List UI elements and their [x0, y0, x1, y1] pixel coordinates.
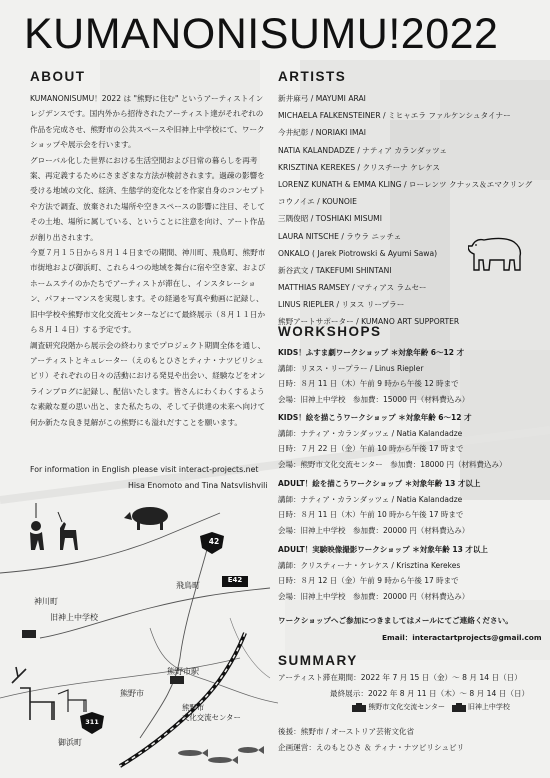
english-info-note: For information in English please visit interact-projects.net [30, 465, 259, 474]
artists-list [278, 90, 540, 331]
workshop-item [278, 476, 540, 538]
route-311-label: 311 [85, 718, 99, 726]
artist-item: 新谷武文 / TAKEFUMI SHINTANI [278, 265, 392, 275]
workshop-line: 日時：８月 12 日（金）午前 9 時から午後 17 時まで [278, 576, 459, 585]
building-icon [452, 703, 466, 712]
workshop-line: 講師：ナティア・カランダッツェ / Natia Kalandadze [278, 494, 463, 504]
curator-names: Hisa Enomoto and Tina Natsvlishvili [128, 481, 268, 490]
summary-support: 後援：熊野市 / オーストリア芸術文化省 [278, 727, 415, 736]
summary-exhibition-period: 最終展示：2022 年 8 月 11 日（木）～ 8 月 14 日（日） [330, 689, 530, 698]
about-body [30, 91, 268, 430]
artist-item: 熊野アートサポーター / KUMANO ART SUPPORTER [278, 317, 460, 327]
workshop-line: 講師：リヌス・リープラー / Linus Riepler [278, 363, 424, 373]
route-e42-label: E42 [227, 576, 243, 584]
area-map [0, 498, 278, 778]
map-label-mihama: 御浜町 [58, 738, 82, 747]
map-label-school: 旧神上中学校 [50, 613, 98, 622]
workshop-line: 日時：８月 11 日（木）午前 10 時から午後 17 時まで [278, 510, 464, 519]
workshop-title: KIDS！絵を描こうワークショップ ＊対象年齢 6～12 才 [278, 413, 472, 422]
summary-venues [352, 702, 510, 712]
about-paragraph: KUMANONISUMU！2022 は "熊野に住む" というアーティストインレジデンスです。国内外から招待されたアーティスト達がそれぞれの作品を完成させ、熊野市の公共スペースや旧神上中学校にて、ワークショップや展示会を行います。 [30, 94, 265, 150]
about-paragraph: 調査研究段階から展示会の終わりまでプロジェクト期間全体を通し、アーティストとキュレーター（えのもとひさとティナ・ナツビリシュビリ）それぞれの日々の活動における発見や出会い、経験などをオンラインブログに記録し、配信いたします。皆さんにわくわくするような素敵な夏の思い出と、また私たちの、そして子供達の未来へ向けて何か新たな良き見解がこの熊野にも溢れだすことを願います。 [30, 340, 266, 427]
artist-item: 今井紀彰 / NORIAKI IMAI [278, 128, 366, 138]
artist-item: NATIA KALANDADZE / ナティア カランダッツェ [278, 145, 447, 155]
map-label-center: 熊野市 文化交流センター [182, 703, 241, 722]
artist-item: LAURA NITSCHE / ラウラ ニッチェ [278, 231, 402, 241]
building-icon [352, 703, 366, 712]
map-label-kamikawa: 神川町 [34, 597, 58, 606]
artist-item: コウノイエ / KOUNOIE [278, 197, 357, 207]
workshop-title: KIDS！ふすま劇ワークショップ ＊対象年齢 6～12 才 [278, 348, 465, 357]
artist-item: LORENZ KUNATH & EMMA KLING / ローレンツ クナッス＆エマクリング [278, 179, 533, 189]
workshop-line: 日時：８月 11 日（木）午前 9 時から午後 12 時まで [278, 379, 459, 388]
workshop-title: ADULT！実験映像撮影ワークショップ ＊対象年齢 13 才以上 [278, 545, 488, 554]
artist-item: KRISZTINA KEREKES / クリスチーナ ケレケス [278, 162, 440, 172]
about-heading: ABOUT [30, 69, 86, 84]
artist-item: 三隅俊昭 / TOSHIAKI MISUMI [278, 214, 382, 224]
workshop-item [278, 345, 540, 407]
artist-item: ONKALO ( Jarek Piotrowski & Ayumi Sawa) [278, 248, 438, 258]
page-title: KUMANONISUMU!2022 [24, 10, 499, 58]
workshop-title: ADULT！絵を描こうワークショップ ＊対象年齢 13 才以上 [278, 479, 481, 488]
contact-email[interactable]: Email：interactartprojects@gmail.com [382, 633, 542, 642]
summary-stay-period: アーティスト滞在期間：2022 年 7 月 15 日（金）～ 8 月 14 日（日） [278, 673, 522, 682]
workshop-line: 会場：旧神上中学校 参加費：20000 円（材料費込み） [278, 591, 470, 601]
workshop-contact-note: ワークショップへご参加につきましてはメールにてご連絡ください。 [278, 616, 513, 625]
workshop-line: 会場：熊野市文化交流センター 参加費：18000 円（材料費込み） [278, 459, 507, 469]
workshop-item [278, 410, 540, 472]
summary-venue-2: 旧神上中学校 [467, 703, 510, 711]
workshop-item [278, 542, 540, 604]
workshops-heading: WORKSHOPS [278, 324, 382, 339]
workshop-line: 会場：旧神上中学校 参加費：20000 円（材料費込み） [278, 525, 470, 535]
route-42-label: 42 [208, 537, 220, 546]
workshop-line: 日時：７月 22 日（金）午前 10 時から午後 17 時まで [278, 444, 464, 453]
summary-heading: SUMMARY [278, 653, 358, 668]
map-label-kumano: 熊野市 [120, 689, 144, 698]
artist-item: 新井麻弓 / MAYUMI ARAI [278, 94, 366, 103]
about-paragraph: グローバル化した世界における生活空間および日常の暮らしを再考案、再定義するためにさまざまな方法が検討されます。過疎の影響を受ける地域の文化、経済、生態学的変化などを作家自身のコンセプトや方法で調査、放棄された場所や空きスペースの影響に注目、そしてその土地、場所に属している、ということに注意を向け、アート作品が創り出されます。 [30, 155, 266, 242]
workshop-line: 講師：ナティア・カランダッツェ / Natia Kalandadze [278, 428, 463, 438]
artist-item: MATTHIAS RAMSEY / マティアス ラムセー [278, 283, 427, 293]
about-paragraph: 今夏７月１５日から８月１４日までの期間、神川町、飛鳥町、熊野市市街地および御浜町、これら４つの地域を舞台に宿や空き家、およびホームステイのかたちでアーティストが滞在し、インスタレーション、パフォーマンスを実現します。その経過を写真や動画に記録し、旧中学校や熊野市文化交流センターなどにて最終展示（８月１１日から８月１４日）する予定です。 [30, 248, 266, 335]
workshop-line: 会場：旧神上中学校 参加費：15000 円（材料費込み） [278, 394, 470, 404]
artists-heading: ARTISTS [278, 69, 347, 84]
artist-item: MICHAELA FALKENSTEINER / ミヒャエラ ファルケンシュタイナー [278, 111, 511, 121]
artist-item: LINUS RIEPLER / リヌス リープラー [278, 300, 405, 310]
summary-organizer: 企画運営：えのもとひさ ＆ ティナ・ナツビリシュビリ [278, 743, 465, 752]
workshop-line: 講師：クリスティーナ・ケレケス / Krisztina Kerekes [278, 560, 461, 570]
summary-venue-1: 熊野市文化交流センター [368, 703, 445, 711]
map-label-station: 熊野市駅 [167, 667, 199, 676]
map-label-asuka: 飛鳥町 [176, 581, 200, 590]
